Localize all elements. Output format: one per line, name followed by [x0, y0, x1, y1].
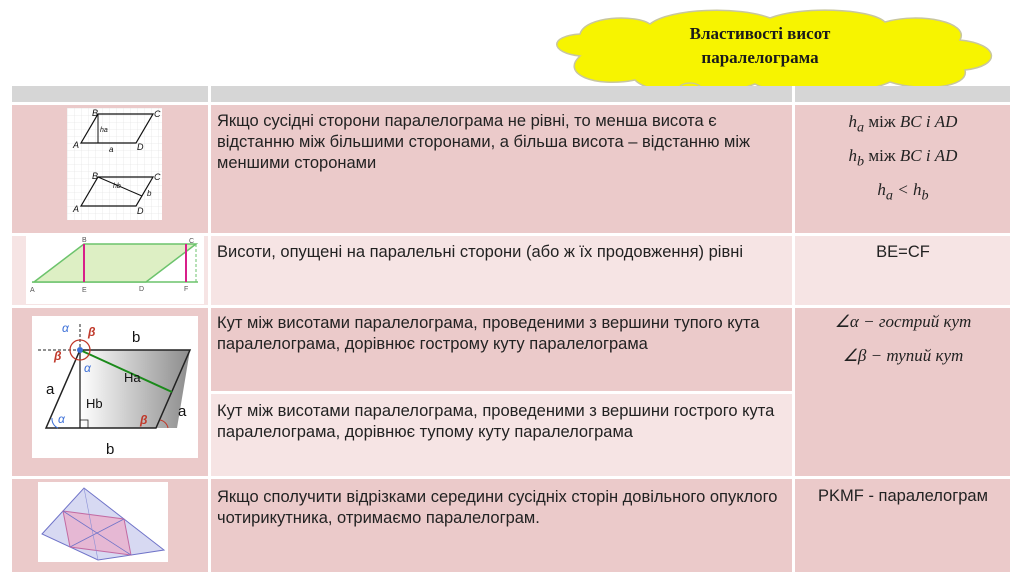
column-divider [208, 86, 211, 572]
row-divider [12, 476, 1010, 479]
svg-text:β: β [54, 349, 62, 363]
svg-text:A: A [30, 287, 35, 294]
svg-text:B: B [82, 237, 87, 244]
svg-text:B: B [92, 108, 99, 118]
title-line-2: паралелограма [701, 48, 819, 67]
svg-text:B: B [92, 171, 99, 181]
svg-text:D: D [137, 142, 144, 152]
svg-text:β: β [88, 325, 96, 339]
row2-result: BE=CF [876, 243, 930, 261]
formula-alpha: ∠α − гострий кут [834, 312, 972, 331]
angle-formulas [796, 312, 1010, 380]
row-divider [12, 305, 1010, 308]
svg-text:C: C [154, 109, 161, 119]
svg-text:b: b [132, 329, 141, 346]
formula-compare: $h_a < h_b$ [877, 180, 929, 204]
properties-table [12, 86, 1010, 572]
row1-text: Якщо сусідні сторони паралелограма не рівні, то менша висота є відстанню між більшими сторонами, а більша висота – відстанню між меншими сторонами [217, 112, 751, 172]
svg-text:a: a [109, 145, 114, 154]
figure-1-svg [67, 108, 162, 220]
svg-text:F: F [184, 286, 189, 293]
row-divider [209, 391, 793, 394]
svg-text:b: b [147, 189, 152, 198]
svg-text:a: a [46, 381, 55, 398]
svg-text:D: D [139, 286, 145, 293]
svg-text:Ha: Ha [124, 370, 141, 385]
row5-result: PKMF - паралелограм [818, 487, 988, 505]
formula-beta: ∠β − тупий кут [842, 346, 964, 365]
svg-text:A: A [73, 140, 80, 150]
svg-text:α: α [62, 321, 69, 335]
figure-5-svg [38, 482, 168, 562]
svg-text:hb: hb [113, 183, 121, 190]
row3-formula-bg [793, 391, 1010, 476]
page-title [635, 22, 885, 70]
svg-text:Hb: Hb [86, 396, 103, 411]
row1-formulas [796, 112, 1010, 208]
column-divider [792, 86, 795, 572]
svg-text:b: b [106, 441, 115, 458]
svg-text:A: A [73, 204, 80, 214]
svg-text:E: E [82, 287, 87, 294]
svg-text:C: C [189, 238, 195, 245]
formula-ha: $h_a$ між BC і AD [848, 112, 958, 136]
svg-text:α: α [58, 412, 65, 426]
row2-text: Висоти, опущені на паралельні сторони (або ж їх продовження) рівні [217, 243, 744, 261]
svg-text:β: β [140, 413, 148, 427]
table-header-row [12, 86, 1010, 102]
row-divider [12, 102, 1010, 105]
row3-text: Кут між висотами паралелограма, проведеними з вершини тупого кута паралелограма, дорівнює гострому куту паралелограма [217, 314, 760, 353]
svg-text:a: a [178, 403, 187, 420]
svg-text:D: D [137, 206, 144, 216]
figure-3-svg [32, 316, 198, 458]
row4-text: Кут між висотами паралелограма, проведеними з вершини гострого кута паралелограма, дорівнює тупому куту паралелограма [217, 402, 775, 441]
row5-text: Якщо сполучити відрізками середини сусідніх сторін довільного опуклого чотирикутника, отримаємо паралелограм. [217, 488, 778, 527]
parallelogram-heights-figure [67, 108, 162, 220]
angle-between-heights-figure [32, 316, 198, 458]
row-divider [12, 233, 1010, 236]
equal-heights-figure [26, 236, 204, 304]
svg-text:hа: hа [100, 127, 108, 134]
svg-text:α: α [84, 361, 91, 375]
formula-hb: $h_b$ між BC і AD [848, 146, 958, 170]
svg-text:C: C [154, 172, 161, 182]
varignon-figure [38, 482, 168, 562]
title-line-1: Властивості висот [689, 24, 831, 43]
figure-2-svg [26, 236, 204, 304]
